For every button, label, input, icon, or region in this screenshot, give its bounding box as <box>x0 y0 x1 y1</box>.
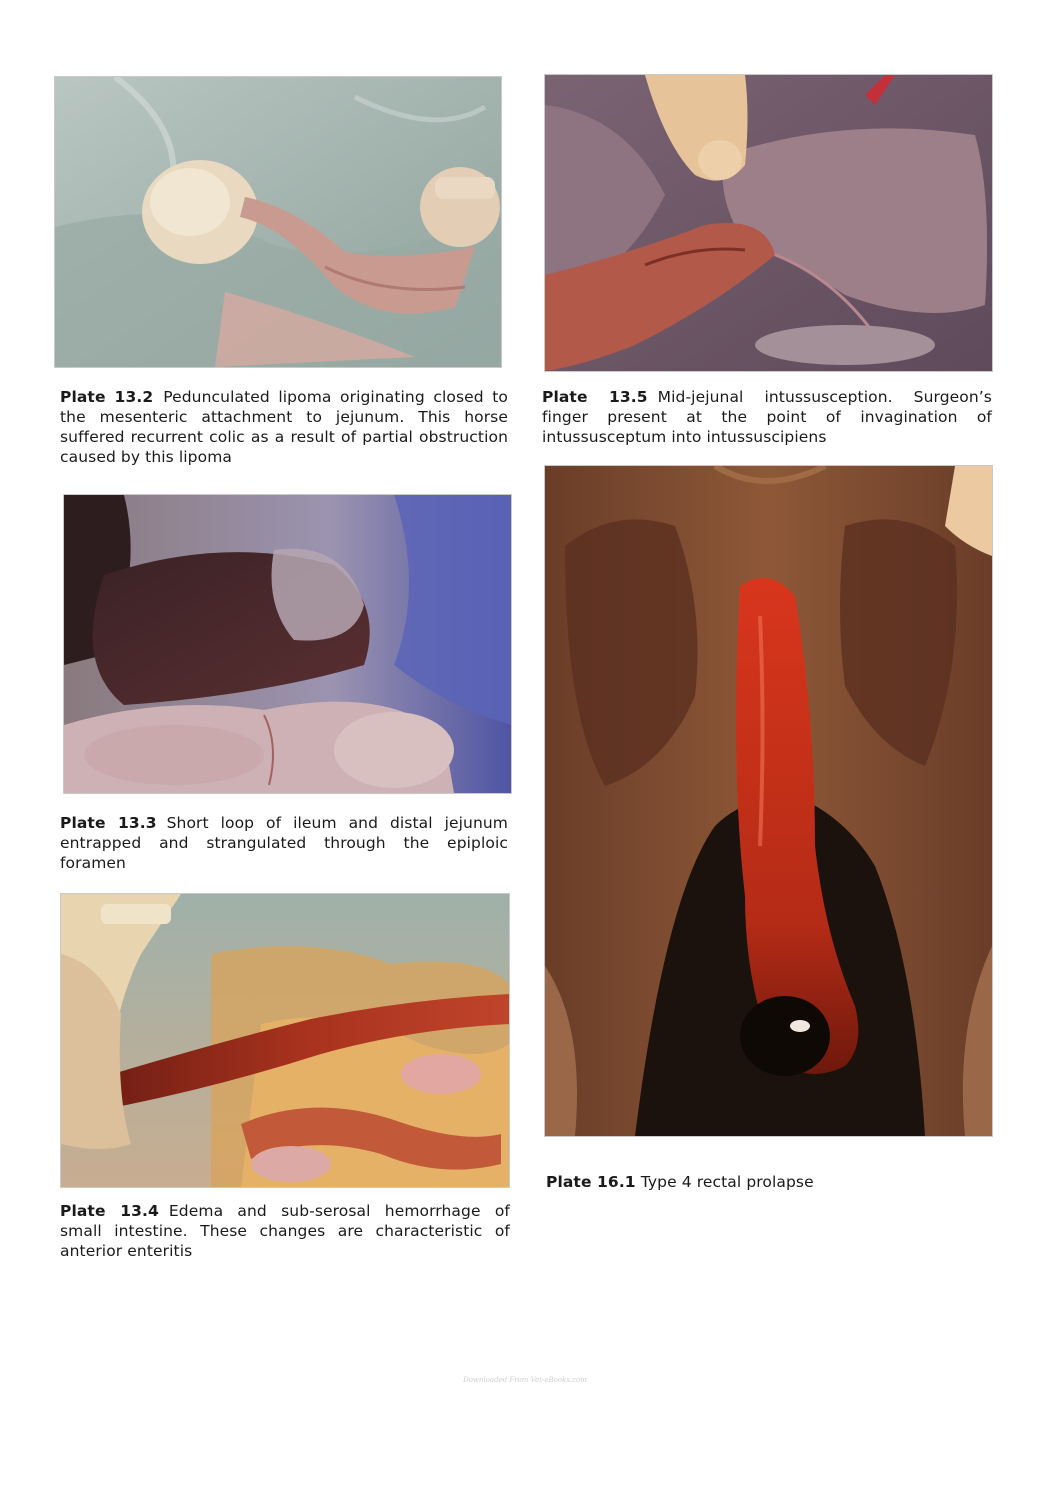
plate-label: Plate 13.4 <box>60 1202 159 1220</box>
plate-13-2-caption <box>60 387 508 467</box>
plate-label: Plate 16.1 <box>546 1173 636 1191</box>
plate-caption-text: Type 4 rectal prolapse <box>640 1173 814 1191</box>
plate-caption-text: Pedunculated lipoma originating closed to the mesenteric attachment to jejunum. This horse suffered recurrent colic as a result of partial obstruction caused by this lipoma <box>60 388 508 466</box>
plate-13-5-photo <box>544 74 993 372</box>
plate-13-4-caption <box>60 1201 510 1261</box>
plate-16-1-photo <box>544 465 993 1137</box>
plate-13-3-caption <box>60 813 508 873</box>
plate-label: Plate 13.2 <box>60 388 154 406</box>
plate-13-5-caption <box>542 387 992 447</box>
plate-label: Plate 13.3 <box>60 814 157 832</box>
plate-caption-text: Short loop of ileum and distal jejunum entrapped and strangulated through the epiploic foramen <box>60 814 508 872</box>
plate-16-1-caption <box>546 1172 992 1192</box>
download-watermark: Downloaded From Vet-eBooks.com <box>463 1376 587 1384</box>
plate-caption-text: Edema and sub-serosal hemorrhage of small intestine. These changes are characteristic of anterior enteritis <box>60 1202 510 1260</box>
plate-label: Plate 13.5 <box>542 388 648 406</box>
plate-13-2-photo <box>54 76 502 368</box>
plate-caption-text: Mid-jejunal intussusception. Surgeon’s finger present at the point of invagination of intussusceptum into intussuscipiens <box>542 388 992 446</box>
plate-13-4-photo <box>60 893 510 1188</box>
plate-13-3-photo <box>63 494 512 794</box>
